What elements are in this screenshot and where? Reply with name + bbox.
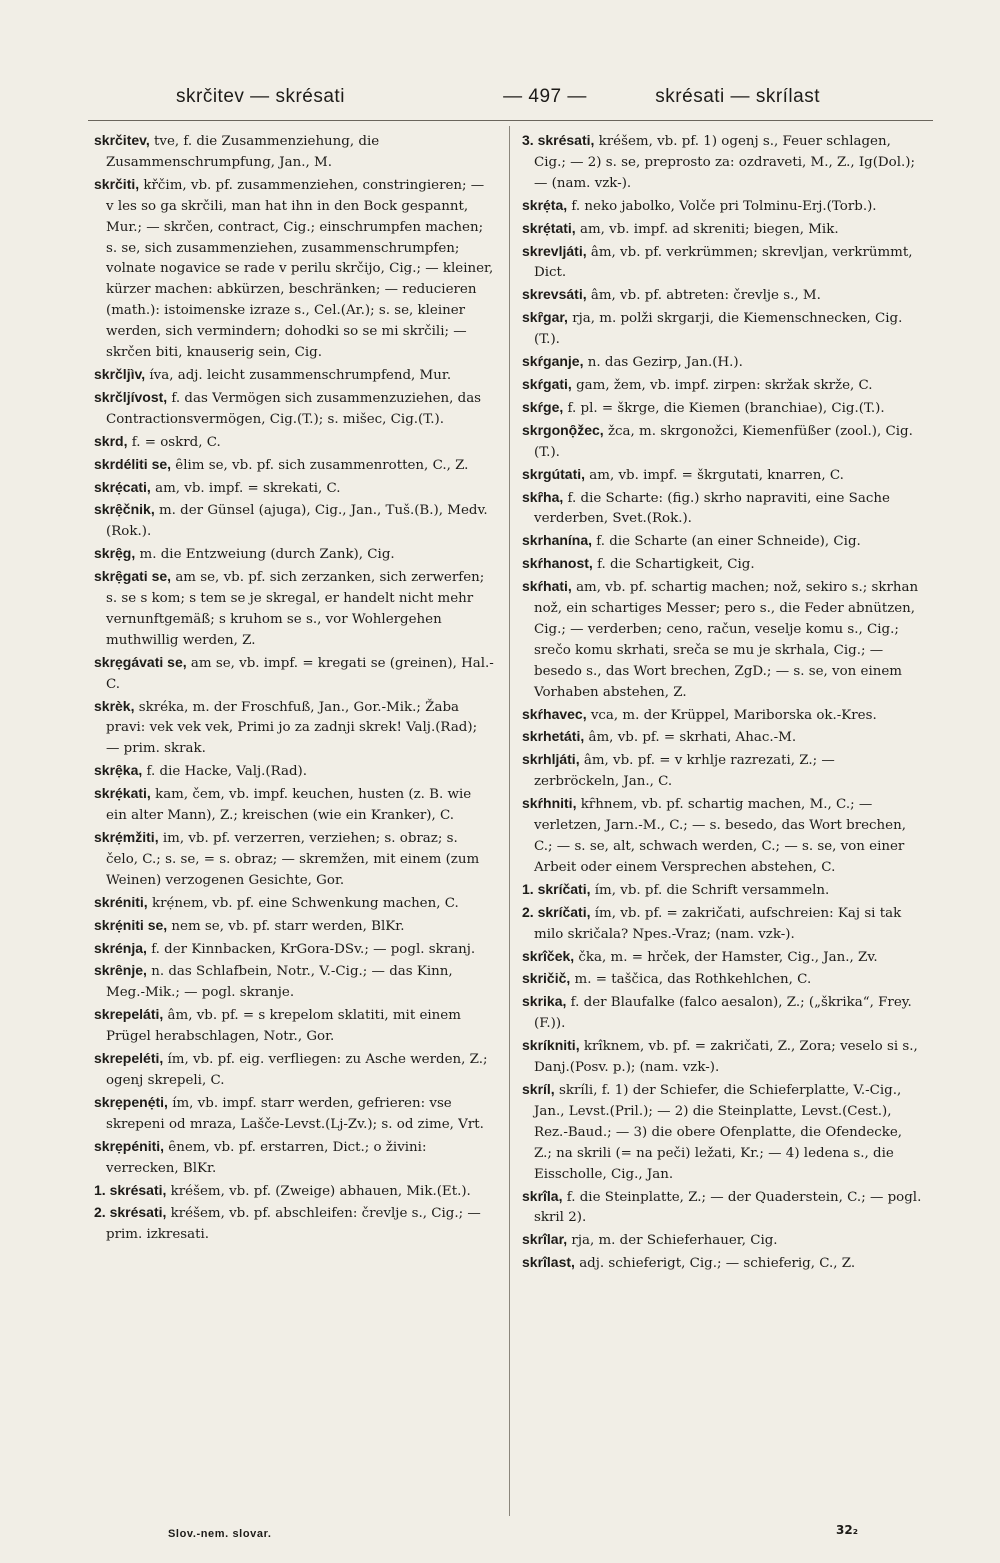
entry-definition: f. die Scharte: (fig.) skrho napraviti, eine Sache verderben, Svet.(Rok.).	[534, 490, 890, 527]
entry-headword: skrîlast,	[522, 1254, 575, 1271]
dictionary-entry	[94, 477, 494, 500]
entry-headword: skrẹgávati se,	[94, 653, 187, 670]
footer-sheet-number: 32₂	[836, 1523, 858, 1537]
entry-definition: f. der Blaufalke (falco aesalon), Z.; („škrika“, Frey.(F.)).	[534, 995, 912, 1032]
entry-headword: skŕhanost,	[522, 555, 593, 572]
dictionary-entry	[94, 566, 494, 652]
dictionary-entry	[94, 827, 494, 892]
dictionary-entry	[94, 364, 494, 387]
entry-headword: skrd,	[94, 432, 128, 449]
header-left-range: skrčitev — skrésati	[176, 86, 345, 107]
entry-definition: skríli, f. 1) der Schiefer, die Schieferplatte, V.-Cig., Jan., Levst.(Pril.); — 2) die Steinplatte, Levst.(Cest.), Rez.-Baud.; — 3) die obere Ofenplatte, die Ofendecke, Z.; na skrili (= na peči) ležati, Kr.; — 4) ledena s., die Eisscholle, Cig., Jan.	[534, 1082, 903, 1182]
entry-definition: vca, m. der Krüppel, Mariborska ok.-Kres.	[586, 707, 877, 723]
entry-definition: krîknem, vb. pf. = zakričati, Z., Zora; veselo si s., Danj.(Posv. p.); (nam. vzk-).	[534, 1039, 918, 1076]
entry-definition: am se, vb. pf. sich zerzanken, sich zerwerfen; s. se s kom; s tem se je skregal, er handelt nicht mehr vernunftgemäß; s kruhom se s., vor Wohlergehen muthwillig werden, Z.	[106, 570, 485, 648]
dictionary-entry	[522, 420, 922, 464]
entry-headword: skŕge,	[522, 398, 564, 415]
dictionary-entry	[94, 1180, 494, 1203]
dictionary-entry	[522, 968, 922, 991]
entry-headword: skrẹ̑g,	[94, 545, 136, 562]
entry-headword: 2. skríčati,	[522, 903, 591, 920]
entry-definition: ȇnem, vb. pf. erstarren, Dict.; o živini: verrecken, BlKr.	[106, 1139, 427, 1176]
dictionary-entry	[94, 543, 494, 566]
dictionary-entry	[94, 915, 494, 938]
entry-headword: skrẹ́ta,	[522, 196, 568, 213]
entry-definition: kréšem, vb. pf. abschleifen: črevlje s., Cig.; — prim. izkresati.	[106, 1206, 481, 1243]
dictionary-entry	[94, 652, 494, 696]
entry-definition: âm, vb. pf. verkrümmen; skrevljan, verkrümmt, Dict.	[534, 244, 913, 281]
entry-headword: skričič,	[522, 970, 571, 987]
entry-headword: skrȇnje,	[94, 962, 147, 979]
entry-headword: 2. skrésati,	[94, 1204, 167, 1221]
entry-headword: skrgútati,	[522, 465, 586, 482]
entry-headword: 3. skrésati,	[522, 132, 595, 148]
entry-headword: skréniti,	[94, 893, 148, 910]
entry-definition: kréšem, vb. pf. 1) ogenj s., Feuer schlagen, Cig.; — 2) s. se, preprosto za: ozdraveti, M., Z., Ig(Dol.); — (nam. vzk-).	[534, 134, 915, 191]
footer-signature: Slov.-nem. slovar.	[168, 1528, 272, 1540]
dictionary-entry	[522, 1035, 922, 1079]
entry-definition: rja, m. der Schieferhauer, Cig.	[567, 1233, 778, 1249]
entry-headword: skrẹpéniti,	[94, 1137, 165, 1154]
entry-definition: kréšem, vb. pf. (Zweige) abhauen, Mik.(Et.).	[166, 1183, 471, 1199]
page-number: — 497 —	[503, 86, 587, 107]
dictionary-entry	[94, 387, 494, 431]
entry-headword: skrčljívost,	[94, 388, 168, 405]
entry-headword: 1. skrésati,	[94, 1181, 167, 1198]
dictionary-entry	[522, 576, 922, 703]
entry-headword: skŕhniti,	[522, 795, 577, 812]
entry-definition: f. pl. = škrge, die Kiemen (branchiae), Cig.(T.).	[563, 400, 885, 416]
dictionary-entry	[522, 902, 922, 946]
dictionary-entry	[94, 431, 494, 454]
dictionary-entry	[522, 530, 922, 553]
dictionary-entry	[94, 1048, 494, 1092]
entry-headword: skrîček,	[522, 947, 575, 964]
dictionary-entry	[522, 130, 922, 195]
entry-definition: âm, vb. pf. = v krhlje razrezati, Z.; — zerbröckeln, Jan., C.	[534, 753, 835, 790]
entry-headword: skrčitev,	[94, 132, 150, 148]
entry-definition: f. der Kinnbacken, KrGora-DSv.; — pogl. skranj.	[146, 941, 476, 957]
entry-definition: gam, žem, vb. impf. zirpen: skržak skrže, C.	[571, 377, 873, 393]
entry-headword: skrepeléti,	[94, 1050, 164, 1067]
entry-headword: skrhanína,	[522, 532, 593, 549]
entry-definition: am, vb. pf. schartig machen; nož, sekiro s.; skrhan nož, ein schartiges Messer; pero s., die Feder abnützen, Cig.; — verderben; ceno, račun, veselje komu s., Cig.; srečo komu skrhati, sreča se mu je skrhala, Cig.; — besedo s., das Wort brechen, ZgD.; — s. se, von einem Vorhaben abstehen, Z.	[534, 580, 919, 700]
dictionary-entry	[522, 487, 922, 531]
entry-definition: krẹ́nem, vb. pf. eine Schwenkung machen, C.	[147, 895, 459, 911]
entry-headword: skrîlar,	[522, 1231, 568, 1248]
entry-headword: skríl,	[522, 1080, 555, 1097]
entry-headword: skȓha,	[522, 488, 564, 505]
column-divider	[509, 126, 510, 1516]
entry-definition: f. das Vermögen sich zusammenzuziehen, das Contractionsvermögen, Cig.(T.); s. mišec, Cig.(T.).	[106, 390, 482, 427]
dictionary-entry	[522, 793, 922, 879]
entry-headword: skŕgati,	[522, 375, 572, 392]
dictionary-entry	[94, 696, 494, 761]
dictionary-entry	[94, 1136, 494, 1180]
entry-definition: âm, vb. pf. = skrhati, Ahac.-M.	[584, 730, 797, 746]
entry-definition: n. das Schlafbein, Notr., V.-Cig.; — das Kinn, Meg.-Mik.; — pogl. skranje.	[106, 964, 453, 1001]
entry-definition: adj. schieferigt, Cig.; — schieferig, C., Z.	[574, 1256, 856, 1272]
entry-definition: čka, m. = hrček, der Hamster, Cig., Jan., Zv.	[574, 949, 878, 965]
entry-headword: skrẹ́niti se,	[94, 916, 168, 933]
entry-definition: ím, vb. pf. die Schrift versammeln.	[590, 882, 830, 898]
left-column	[94, 130, 494, 1246]
entry-definition: am, vb. impf. ad skreniti; biegen, Mik.	[575, 221, 839, 237]
dictionary-entry	[522, 351, 922, 374]
entry-headword: skrẹ̑čnik,	[94, 501, 155, 518]
entry-definition: am, vb. impf. = škrgutati, knarren, C.	[585, 467, 844, 483]
entry-headword: skȓgar,	[522, 309, 568, 326]
entry-headword: skrika,	[522, 993, 567, 1010]
dictionary-entry	[94, 783, 494, 827]
entry-definition: křčim, vb. pf. zusammenziehen, constringieren; — v les so ga skrčili, man hat ihn in den Bock gespannt, Mur.; — skrčen, contract, Cig.; einschrumpfen machen; s. se, sich zusammenziehen, zusammenschrumpfen; volnate nogavice se rade v perilu skrčijo, Cig.; — kleiner, kürzer machen: abkürzen, beschränken; — reducieren (math.): istoimenske izraze s., Cel.(Ar.); s. se, kleiner werden, sich vermindern; dohodki so se mi skrčili; — skrčen biti, knauserig sein, Cig.	[106, 177, 494, 361]
entry-headword: skrẹ́kati,	[94, 785, 151, 802]
entry-definition: f. neko jabolko, Volče pri Tolminu-Erj.(Torb.).	[567, 198, 877, 214]
entry-headword: skrèk,	[94, 697, 135, 714]
entry-definition: âm, vb. pf. abtreten: črevlje s., M.	[586, 288, 821, 304]
entry-definition: m. der Günsel (ajuga), Cig., Jan., Tuš.(B.), Medv.(Rok.).	[106, 503, 488, 540]
entry-definition: ím, vb. pf. eig. verfliegen: zu Asche werden, Z.; ogenj skrepeli, C.	[106, 1052, 488, 1088]
dictionary-entry	[522, 218, 922, 241]
entry-definition: am, vb. impf. = skrekati, C.	[150, 480, 341, 496]
entry-headword: skrẹ̑ka,	[94, 762, 143, 779]
dictionary-entry	[522, 307, 922, 351]
page-header	[80, 78, 930, 114]
entry-definition: im, vb. pf. verzerren, verziehen; s. obraz; s. čelo, C.; s. se, = s. obraz; — skremžen, mit einem (zum Weinen) verzogenen Gesichte, Gor.	[106, 831, 480, 888]
dictionary-entry	[522, 1229, 922, 1252]
dictionary-entry	[94, 454, 494, 477]
entry-definition: f. die Scharte (an einer Schneide), Cig.	[592, 534, 861, 550]
entry-headword: skrčiti,	[94, 175, 140, 192]
entry-definition: ím, vb. impf. starr werden, gefrieren: vse skrepeni od mraza, Lašče-Levst.(Lj-Zv.); s. od zime, Vrt.	[106, 1095, 484, 1132]
dictionary-entry	[522, 1186, 922, 1230]
dictionary-entry	[94, 1202, 494, 1246]
entry-headword: skrčljìv,	[94, 365, 146, 382]
entry-headword: skrîla,	[522, 1187, 563, 1204]
entry-headword: skríkniti,	[522, 1037, 580, 1054]
dictionary-entry	[522, 1252, 922, 1275]
dictionary-entry	[522, 726, 922, 749]
dictionary-entry	[522, 704, 922, 727]
entry-headword: skrẹ́tati,	[522, 219, 576, 236]
entry-definition: f. = oskrd, C.	[127, 434, 221, 450]
dictionary-entry	[94, 1004, 494, 1048]
entry-headword: skrevsáti,	[522, 286, 587, 303]
entry-definition: am se, vb. impf. = kregati se (greinen), Hal.-C.	[106, 655, 494, 692]
entry-definition: žca, m. skrgonožci, Kiemenfüßer (zool.), Cig.(T.).	[534, 423, 913, 460]
entry-definition: f. die Steinplatte, Z.; — der Quaderstein, C.; — pogl. skril 2).	[534, 1189, 922, 1226]
entry-definition: kȓhnem, vb. pf. schartig machen, M., C.; — verletzen, Jarn.-M., C.; — s. besedo, das Wort brechen, C.; — s. se, alt, schwach werden, C.; — s. se, von einer Arbeit oder einem Versprechen abstehen, C.	[534, 797, 906, 875]
entry-headword: skrdéliti se,	[94, 455, 172, 472]
dictionary-entry	[522, 946, 922, 969]
entry-headword: skrẹ̑gati se,	[94, 568, 172, 585]
header-rule	[88, 120, 933, 121]
dictionary-entry	[522, 749, 922, 793]
dictionary-entry	[522, 464, 922, 487]
dictionary-entry	[94, 130, 494, 174]
entry-definition: m. = taščica, das Rothkehlchen, C.	[570, 972, 812, 988]
entry-headword: skrhljáti,	[522, 751, 580, 768]
entry-headword: skŕhati,	[522, 578, 572, 595]
dictionary-entry	[522, 241, 922, 285]
entry-headword: skŕhavec,	[522, 705, 587, 722]
dictionary-entry	[94, 760, 494, 783]
dictionary-entry	[522, 195, 922, 218]
dictionary-entry	[94, 174, 494, 364]
right-column	[522, 130, 922, 1275]
entry-headword: skrẹ́cati,	[94, 478, 151, 495]
entry-definition: ím, vb. pf. = zakričati, aufschreien: Kaj si tak milo skričala? Npes.-Vraz; (nam. vzk-).	[534, 905, 902, 942]
entry-definition: m. die Entzweiung (durch Zank), Cig.	[135, 547, 395, 563]
entry-headword: 1. skríčati,	[522, 880, 591, 897]
dictionary-entry	[522, 553, 922, 576]
entry-definition: âm, vb. pf. = s krepelom sklatiti, mit einem Prügel herabschlagen, Notr., Gor.	[106, 1008, 461, 1045]
dictionary-entry	[94, 499, 494, 543]
entry-headword: skrẹ́mžiti,	[94, 829, 159, 845]
entry-headword: skrénja,	[94, 939, 147, 956]
entry-definition: ȇlim se, vb. pf. sich zusammenrotten, C., Z.	[171, 457, 469, 473]
entry-definition: f. die Schartigkeit, Cig.	[592, 557, 755, 573]
entry-definition: nem se, vb. pf. starr werden, BlKr.	[167, 918, 405, 934]
header-right-range: skrésati — skrílast	[655, 86, 820, 107]
entry-definition: n. das Gezirp, Jan.(H.).	[583, 355, 743, 371]
entry-headword: skrepeláti,	[94, 1006, 164, 1023]
dictionary-entry	[94, 892, 494, 915]
entry-headword: skrgonọ̑žec,	[522, 421, 604, 438]
entry-definition: kam, čem, vb. impf. keuchen, husten (z. B. wie ein alter Mann), Z.; kreischen (wie ein Kranker), C.	[106, 787, 472, 824]
entry-definition: f. die Hacke, Valj.(Rad).	[142, 764, 308, 780]
entry-definition: rja, m. polži skrgarji, die Kiemenschnecken, Cig.(T.).	[534, 311, 903, 348]
entry-definition: skréka, m. der Froschfuß, Jan., Gor.-Mik.; Žaba pravi: vek vek vek, Primi jo za zadnji skrek! Valj.(Rad); — prim. skrak.	[106, 699, 478, 757]
entry-headword: skrẹpenẹ́ti,	[94, 1093, 168, 1110]
entry-definition: tve, f. die Zusammenziehung, die Zusammenschrumpfung, Jan., M.	[106, 134, 380, 170]
dictionary-entry	[522, 1079, 922, 1186]
dictionary-entry	[522, 397, 922, 420]
dictionary-entry	[94, 1092, 494, 1136]
dictionary-entry	[522, 879, 922, 902]
dictionary-entry	[94, 938, 494, 961]
entry-definition: íva, adj. leicht zusammenschrumpfend, Mur.	[145, 367, 452, 383]
dictionary-entry	[94, 960, 494, 1004]
dictionary-entry	[522, 991, 922, 1035]
dictionary-entry	[522, 374, 922, 397]
entry-headword: skrevljáti,	[522, 242, 587, 259]
dictionary-entry	[522, 284, 922, 307]
entry-headword: skŕganje,	[522, 353, 584, 370]
entry-headword: skrhetáti,	[522, 728, 585, 745]
